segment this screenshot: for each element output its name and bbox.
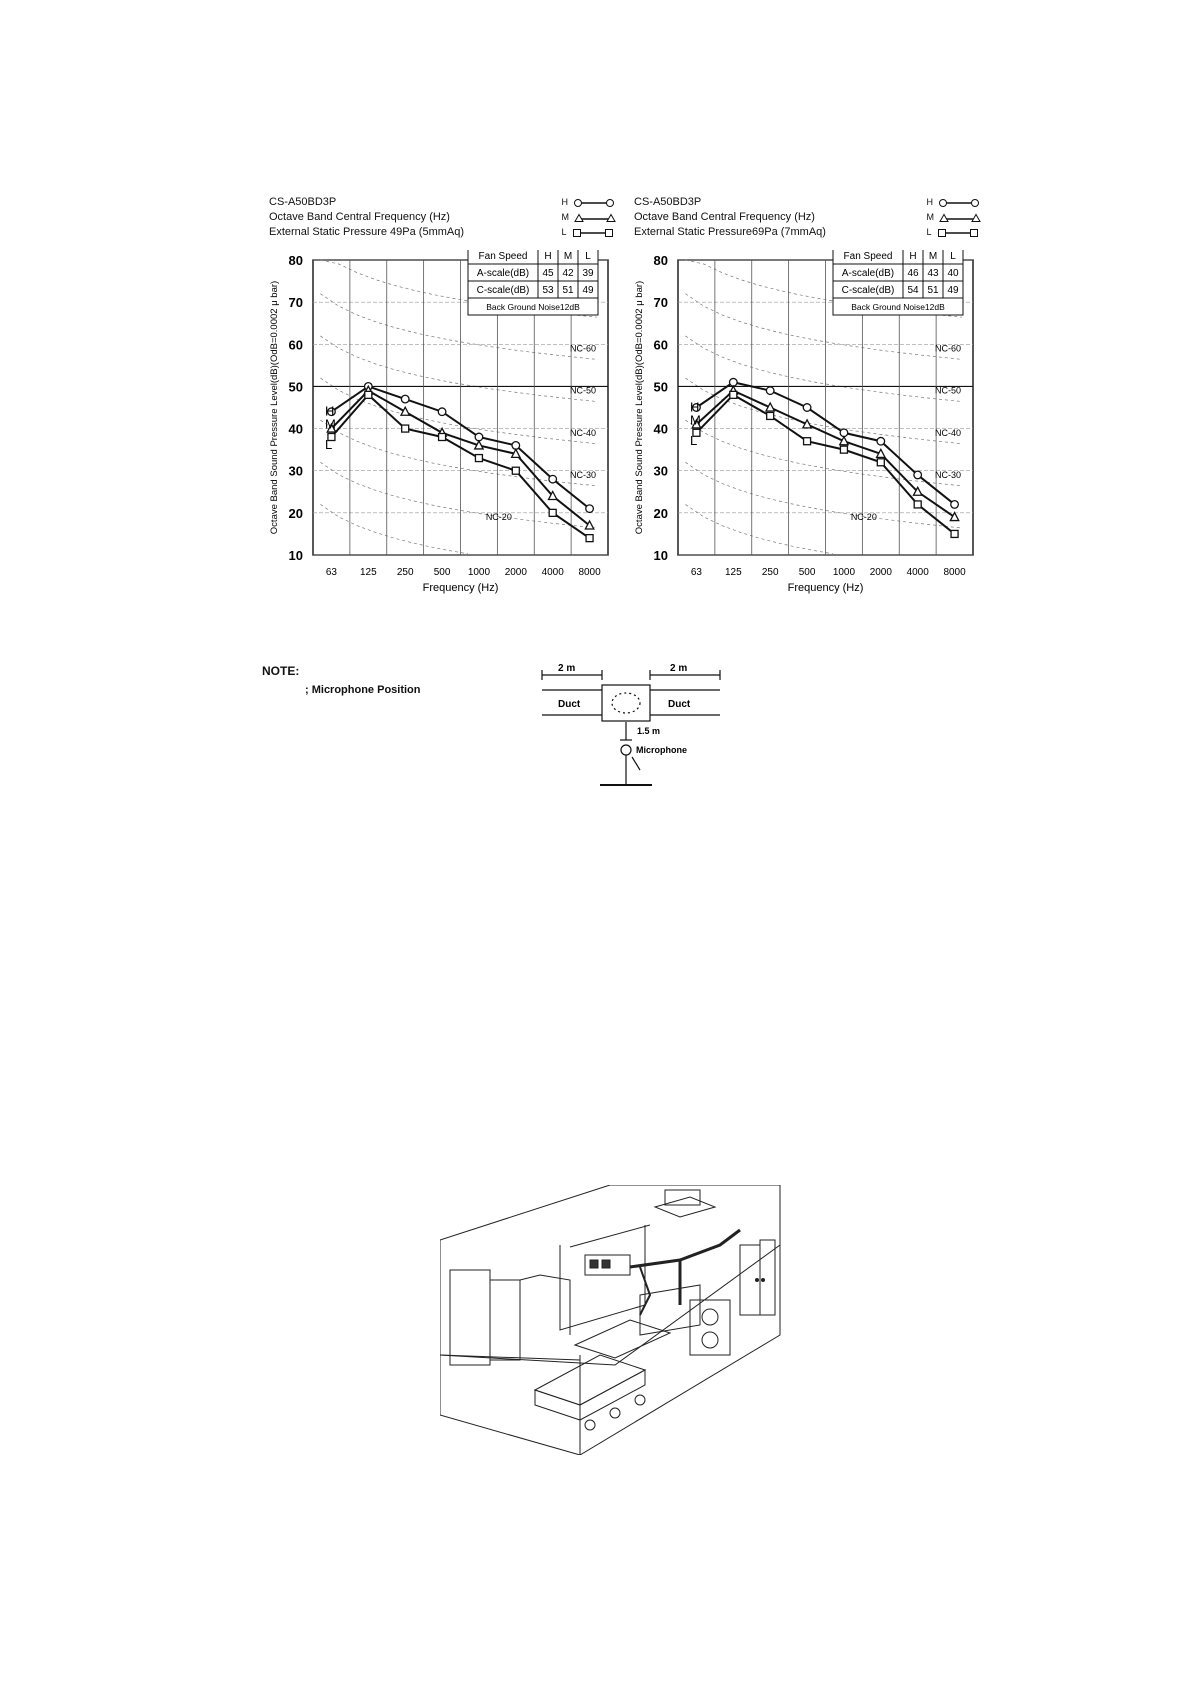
legend-h: H [561,197,568,207]
point-L [365,391,372,398]
point-M [950,513,958,521]
y-axis-label: Octave Band Sound Pressure Level(dB)(OdB=0.0002 μ bar) [634,280,645,535]
subtitle: Octave Band Central Frequency (Hz) [634,211,815,223]
nc-label: NC-40 [935,427,962,438]
chart-svg-2 [630,250,990,635]
point-L [730,391,737,398]
x-tick-label: 63 [690,567,702,578]
nc-curve [685,378,962,444]
dim-left-label: 2 m [558,663,576,674]
point-H [803,404,811,412]
point-H [438,408,446,416]
y-tick-label: 20 [653,505,668,521]
microphone-position-diagram [540,660,740,790]
dimension-lines [542,670,720,785]
point-H [586,505,594,513]
legend [562,195,618,240]
model-label: CS-A50BD3P [269,196,337,208]
circle-marker-icon [572,198,616,208]
chart-block-2 [630,195,990,635]
nc-curve [685,504,833,553]
triangle-marker-icon [938,213,982,223]
table-cell: 39 [582,268,594,279]
triangle-marker-icon [573,213,617,223]
chart-svg-1 [265,250,625,635]
point-H [766,387,774,395]
table-cell: A-scale(dB) [476,268,530,279]
table-cell: M [928,251,938,262]
point-L [549,509,556,516]
nc-label: NC-60 [935,343,962,354]
series-label-H: H [690,399,700,415]
table-cell: 45 [542,268,554,279]
point-L [840,446,847,453]
point-L [586,535,593,542]
point-L [767,412,774,419]
subtitle: Octave Band Central Frequency (Hz) [269,211,450,223]
x-tick-label: 125 [359,567,377,578]
nc-label: NC-50 [935,385,962,396]
y-tick-label: 50 [653,379,668,395]
y-tick-label: 70 [653,295,668,311]
legend-m: M [561,212,569,222]
x-tick-label: 2000 [504,567,527,578]
table-cell: Fan Speed [843,251,893,262]
x-tick-label: 250 [761,567,779,578]
x-tick-label: 1000 [467,567,491,578]
nc-label: NC-40 [570,427,597,438]
nc-label: NC-30 [570,469,597,480]
data-table [468,250,598,315]
point-M [401,407,409,415]
y-tick-label: 30 [288,463,303,479]
chart-header [269,195,464,240]
point-L [475,455,482,462]
legend-h: H [926,197,933,207]
x-tick-label: 2000 [869,567,892,578]
table-cell: H [909,251,917,262]
y-tick-label: 20 [288,505,303,521]
legend-l: L [561,227,567,237]
x-axis-label: Frequency (Hz) [787,582,864,594]
note-title: NOTE: [262,664,300,678]
note-subtitle: ; Microphone Position [305,684,421,696]
x-tick-label: 125 [724,567,742,578]
point-L [914,501,921,508]
table-cell: L [950,251,956,262]
x-tick-label: 4000 [906,567,929,578]
chart-header [634,195,826,240]
table-cell: 40 [947,268,959,279]
table-cell: Fan Speed [478,251,528,262]
legend-m: M [926,212,934,222]
point-H [401,395,409,403]
x-tick-label: 63 [325,567,337,578]
table-cell: Back Ground Noise12dB [851,302,945,312]
y-tick-label: 80 [653,253,668,268]
point-H [951,501,959,509]
series-label-L: L [690,432,698,448]
duct-right-label: Duct [668,699,691,710]
nc-curve [685,336,962,402]
nc-label: NC-50 [570,385,597,396]
data-table [833,250,963,315]
pressure-label: External Static Pressure69Pa (7mmAq) [634,226,826,238]
circle-marker-icon [937,198,981,208]
series-label-M: M [325,416,336,432]
table-cell: L [585,251,591,262]
x-tick-label: 500 [433,567,451,578]
chart-block-1 [265,195,625,635]
table-cell: C-scale(dB) [841,285,895,296]
table-cell: 42 [562,268,574,279]
series-label-L: L [325,437,333,452]
dim-right-label: 2 m [670,663,688,674]
y-tick-label: 10 [653,548,668,563]
table-cell: H [544,251,552,262]
table-cell: 54 [907,285,919,296]
series-label-M: M [690,412,701,428]
point-L [804,438,811,445]
y-tick-label: 60 [653,337,668,353]
x-tick-label: 4000 [541,567,564,578]
square-marker-icon [936,228,980,238]
table-cell: 46 [907,268,919,279]
table-cell: 53 [542,285,554,296]
point-L [402,425,409,432]
point-L [439,434,446,441]
x-axis-label: Frequency (Hz) [422,582,499,594]
point-H [549,475,557,483]
y-tick-label: 40 [288,421,303,437]
table-cell: 49 [947,285,959,296]
nc-label: NC-20 [485,512,512,523]
nc-label: NC-60 [570,343,597,354]
nc-curve [320,504,468,553]
point-H [914,471,922,479]
y-tick-label: 50 [288,379,303,395]
y-tick-label: 40 [653,421,668,437]
x-tick-label: 8000 [578,567,601,578]
x-tick-label: 500 [798,567,816,578]
nc-label: NC-20 [850,512,877,523]
nc-curve [320,378,597,444]
duct-left-label: Duct [558,699,581,710]
nc-curve [320,462,597,528]
model-label: CS-A50BD3P [634,196,702,208]
table-cell: Back Ground Noise12dB [486,302,580,312]
pressure-label: External Static Pressure 49Pa (5mmAq) [269,226,465,238]
y-tick-label: 80 [288,253,303,268]
point-L [877,459,884,466]
table-cell: 43 [927,268,939,279]
point-L [951,530,958,537]
table-cell: C-scale(dB) [476,285,530,296]
table-cell: 51 [562,285,574,296]
microphone-label: Microphone [636,745,687,755]
nc-label: NC-30 [935,469,962,480]
series-label-H: H [325,403,335,419]
table-cell: M [563,251,573,262]
y-tick-label: 30 [653,463,668,479]
x-tick-label: 250 [396,567,414,578]
y-axis-label: Octave Band Sound Pressure Level(dB)(OdB=0.0002 μ bar) [269,280,280,535]
y-tick-label: 70 [288,295,303,311]
legend [927,195,983,240]
table-cell: A-scale(dB) [841,268,895,279]
office-room-illustration [440,1185,790,1455]
legend-l: L [926,227,932,237]
x-tick-label: 1000 [832,567,856,578]
square-marker-icon [571,228,615,238]
y-tick-label: 60 [288,337,303,353]
point-H [877,437,885,445]
height-label: 1.5 m [637,726,661,736]
point-L [512,467,519,474]
table-cell: 51 [927,285,939,296]
y-tick-label: 10 [288,548,303,563]
x-tick-label: 8000 [943,567,966,578]
table-cell: 49 [582,285,594,296]
